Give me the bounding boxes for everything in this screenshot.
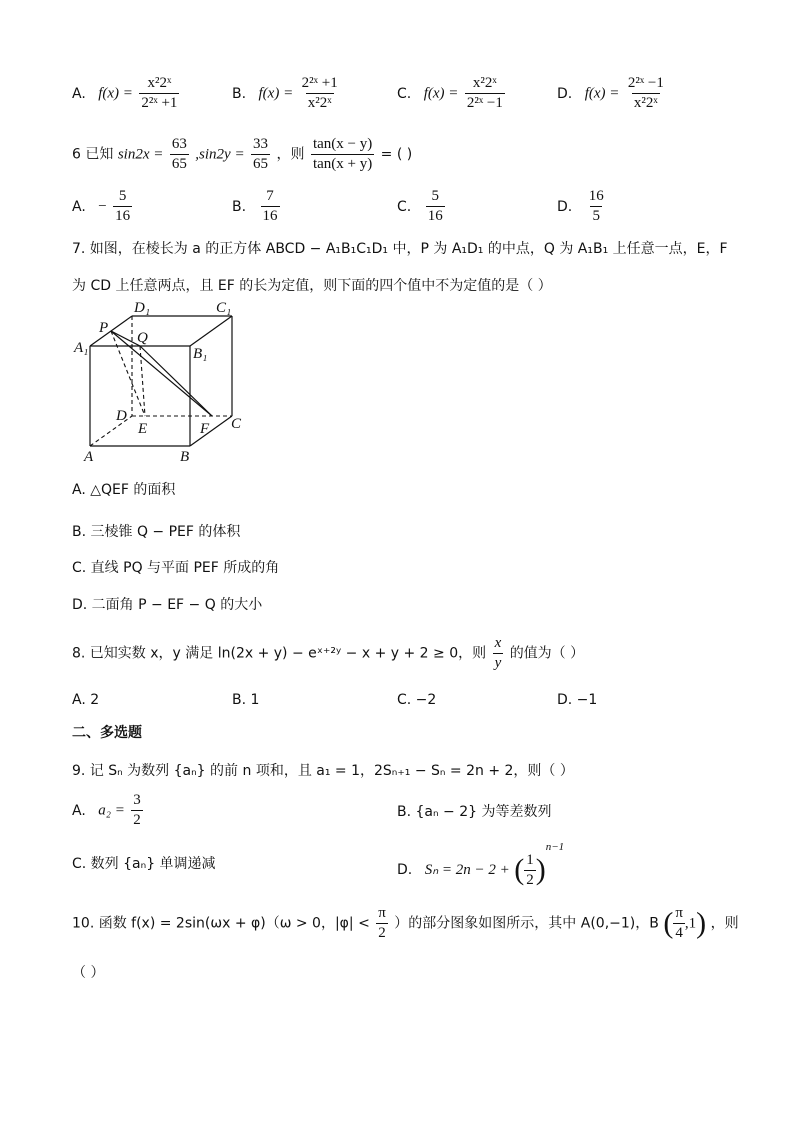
option-label: A.	[72, 85, 86, 102]
math-expr: ,1	[684, 915, 697, 932]
fraction	[626, 74, 666, 113]
section-heading: 二、多选题	[72, 725, 142, 741]
fraction	[113, 187, 132, 226]
option-label: A.	[72, 802, 86, 819]
numerator: 5	[118, 188, 127, 204]
denominator: x²2ˣ	[307, 95, 332, 111]
denominator: 16	[262, 208, 278, 224]
option-label: C.	[397, 85, 412, 102]
numerator: 63	[171, 136, 187, 152]
function-lhs: f(x) =	[98, 85, 133, 102]
fraction	[493, 634, 504, 673]
q5-option-c	[397, 74, 507, 113]
numerator: 16	[588, 188, 604, 204]
q9-option-a	[72, 791, 145, 830]
denominator: 4	[675, 925, 683, 941]
label-D: D	[116, 408, 127, 424]
fraction	[300, 74, 340, 113]
q5-option-b	[232, 74, 342, 113]
q7-option-b: B. 三棱锥 Q − PEF 的体积	[72, 524, 241, 540]
denominator: x²2ˣ	[633, 95, 658, 111]
denominator: 2²ˣ +1	[141, 95, 178, 111]
right-paren: )	[696, 906, 707, 940]
q7-option-c: C. 直线 PQ 与平面 PEF 所成的角	[72, 560, 280, 576]
denominator: 65	[253, 156, 269, 172]
stem-text: ）的部分图象如图所示，其中 A(0,−1)，B	[394, 915, 659, 932]
fraction	[251, 135, 270, 174]
option-label: D.	[557, 85, 573, 102]
denominator: y	[494, 655, 502, 671]
fraction	[261, 187, 280, 226]
label-A: A	[84, 449, 94, 465]
fraction	[311, 135, 374, 174]
denominator: 16	[115, 208, 131, 224]
denominator: tan(x + y)	[312, 156, 373, 172]
numerator: π	[378, 905, 386, 921]
label-F: F	[200, 421, 210, 437]
numerator: x²2ˣ	[472, 75, 497, 91]
stem-text: 10. 函数 f(x) = 2sin(ωx + φ)（ω > 0，|φ| <	[72, 915, 370, 932]
q6-option-d	[557, 187, 608, 226]
right-paren: )	[535, 853, 546, 886]
question-6-stem	[72, 135, 412, 174]
math-expr: ,sin2y =	[195, 146, 245, 163]
numerator: x	[494, 635, 502, 651]
question-7-line-1: 7. 如图，在棱长为 a 的正方体 ABCD − A₁B₁C₁D₁ 中，P 为 A₁D₁ 的中点，Q 为 A₁B₁ 上任意一点，E，F	[72, 241, 728, 257]
numerator: 2²ˣ −1	[627, 75, 664, 91]
label-B1: B₁	[193, 346, 208, 362]
stem-text: = ( )	[380, 146, 413, 163]
fraction	[131, 791, 143, 830]
option-label: A.	[72, 198, 86, 215]
question-10-stem	[72, 904, 739, 943]
q6-option-a	[72, 187, 134, 226]
stem-text: 8. 已知实数 x，y 满足 ln(2x + y) − eˣ⁺²ʸ − x + y + 2 ≥ 0，则	[72, 645, 487, 662]
q8-option-c: C. −2	[397, 692, 437, 708]
left-paren: (	[663, 906, 674, 940]
fraction	[587, 187, 606, 226]
q5-option-d	[557, 74, 668, 113]
q5-option-a	[72, 74, 181, 113]
numerator: 5	[431, 188, 439, 204]
cube-figure	[70, 298, 250, 468]
question-7-line-2: 为 CD 上任意两点，且 EF 的长为定值，则下面的四个值中不为定值的是（ ）	[72, 278, 552, 294]
q6-option-c	[397, 187, 447, 226]
label-B: B	[180, 449, 190, 465]
label-P: P	[99, 320, 109, 336]
option-label: D.	[557, 198, 573, 215]
minus-sign: −	[98, 198, 107, 215]
question-number: 6	[72, 146, 81, 163]
function-lhs: f(x) =	[584, 85, 620, 102]
fraction	[426, 187, 445, 226]
q8-option-d: D. −1	[557, 692, 598, 708]
option-label: B.	[232, 198, 247, 215]
function-lhs: f(x) =	[423, 85, 459, 102]
denominator: 5	[592, 208, 600, 224]
fraction	[465, 74, 505, 113]
stem-text: 已知	[85, 146, 114, 163]
q8-option-b: B. 1	[232, 692, 260, 708]
numerator: π	[675, 905, 683, 921]
question-8-stem	[72, 634, 584, 673]
q8-option-a: A. 2	[72, 692, 100, 708]
denominator: 16	[427, 208, 443, 224]
numerator: 2²ˣ +1	[301, 75, 338, 91]
stem-text: ，则	[710, 915, 739, 932]
q9-option-d	[397, 841, 564, 890]
fraction	[524, 851, 536, 890]
numerator: 33	[253, 136, 269, 152]
option-label: D.	[397, 862, 413, 878]
denominator: 2²ˣ −1	[466, 95, 503, 111]
denominator: 2	[526, 871, 534, 888]
numerator: 3	[133, 792, 141, 808]
label-C: C	[231, 416, 242, 432]
label-Q: Q	[137, 330, 148, 346]
math-expr: sin2x =	[117, 146, 164, 163]
label-C1: C₁	[216, 300, 232, 316]
math-expr: Sₙ = 2n − 2 +	[424, 862, 510, 878]
label-A1: A₁	[74, 340, 89, 356]
option-label: B.	[232, 85, 247, 102]
q7-option-d: D. 二面角 P − EF − Q 的大小	[72, 597, 263, 613]
fraction	[376, 904, 388, 943]
denominator: 2	[133, 812, 141, 828]
label-D1: D₁	[134, 300, 151, 316]
numerator: tan(x − y)	[312, 136, 373, 152]
denominator: 65	[171, 156, 187, 172]
q9-option-b: B. {aₙ − 2} 为等差数列	[397, 804, 552, 820]
stem-text: ，则	[276, 146, 305, 163]
question-9-stem: 9. 记 Sₙ 为数列 {aₙ} 的前 n 项和，且 a₁ = 1，2Sₙ₊₁ − Sₙ = 2n + 2，则（ ）	[72, 763, 574, 779]
denominator: 2	[378, 925, 386, 941]
function-lhs: f(x) =	[258, 85, 294, 102]
numerator: x²2ˣ	[147, 75, 172, 91]
q7-option-a: A. △QEF 的面积	[72, 482, 176, 498]
label-E: E	[138, 421, 148, 437]
left-paren: (	[514, 853, 525, 886]
numerator: 7	[266, 188, 274, 204]
q9-option-c: C. 数列 {aₙ} 单调递减	[72, 856, 216, 872]
option-label: C.	[397, 198, 412, 215]
fraction	[139, 74, 179, 113]
numerator: 1	[526, 851, 534, 868]
stem-text: 的值为（ ）	[509, 645, 585, 662]
question-10-line-2: （ ）	[72, 965, 105, 981]
q6-option-b	[232, 187, 282, 226]
math-expr: a₂ =	[98, 802, 125, 819]
fraction	[673, 904, 685, 943]
exponent: n−1	[545, 841, 565, 853]
fraction	[170, 135, 189, 174]
